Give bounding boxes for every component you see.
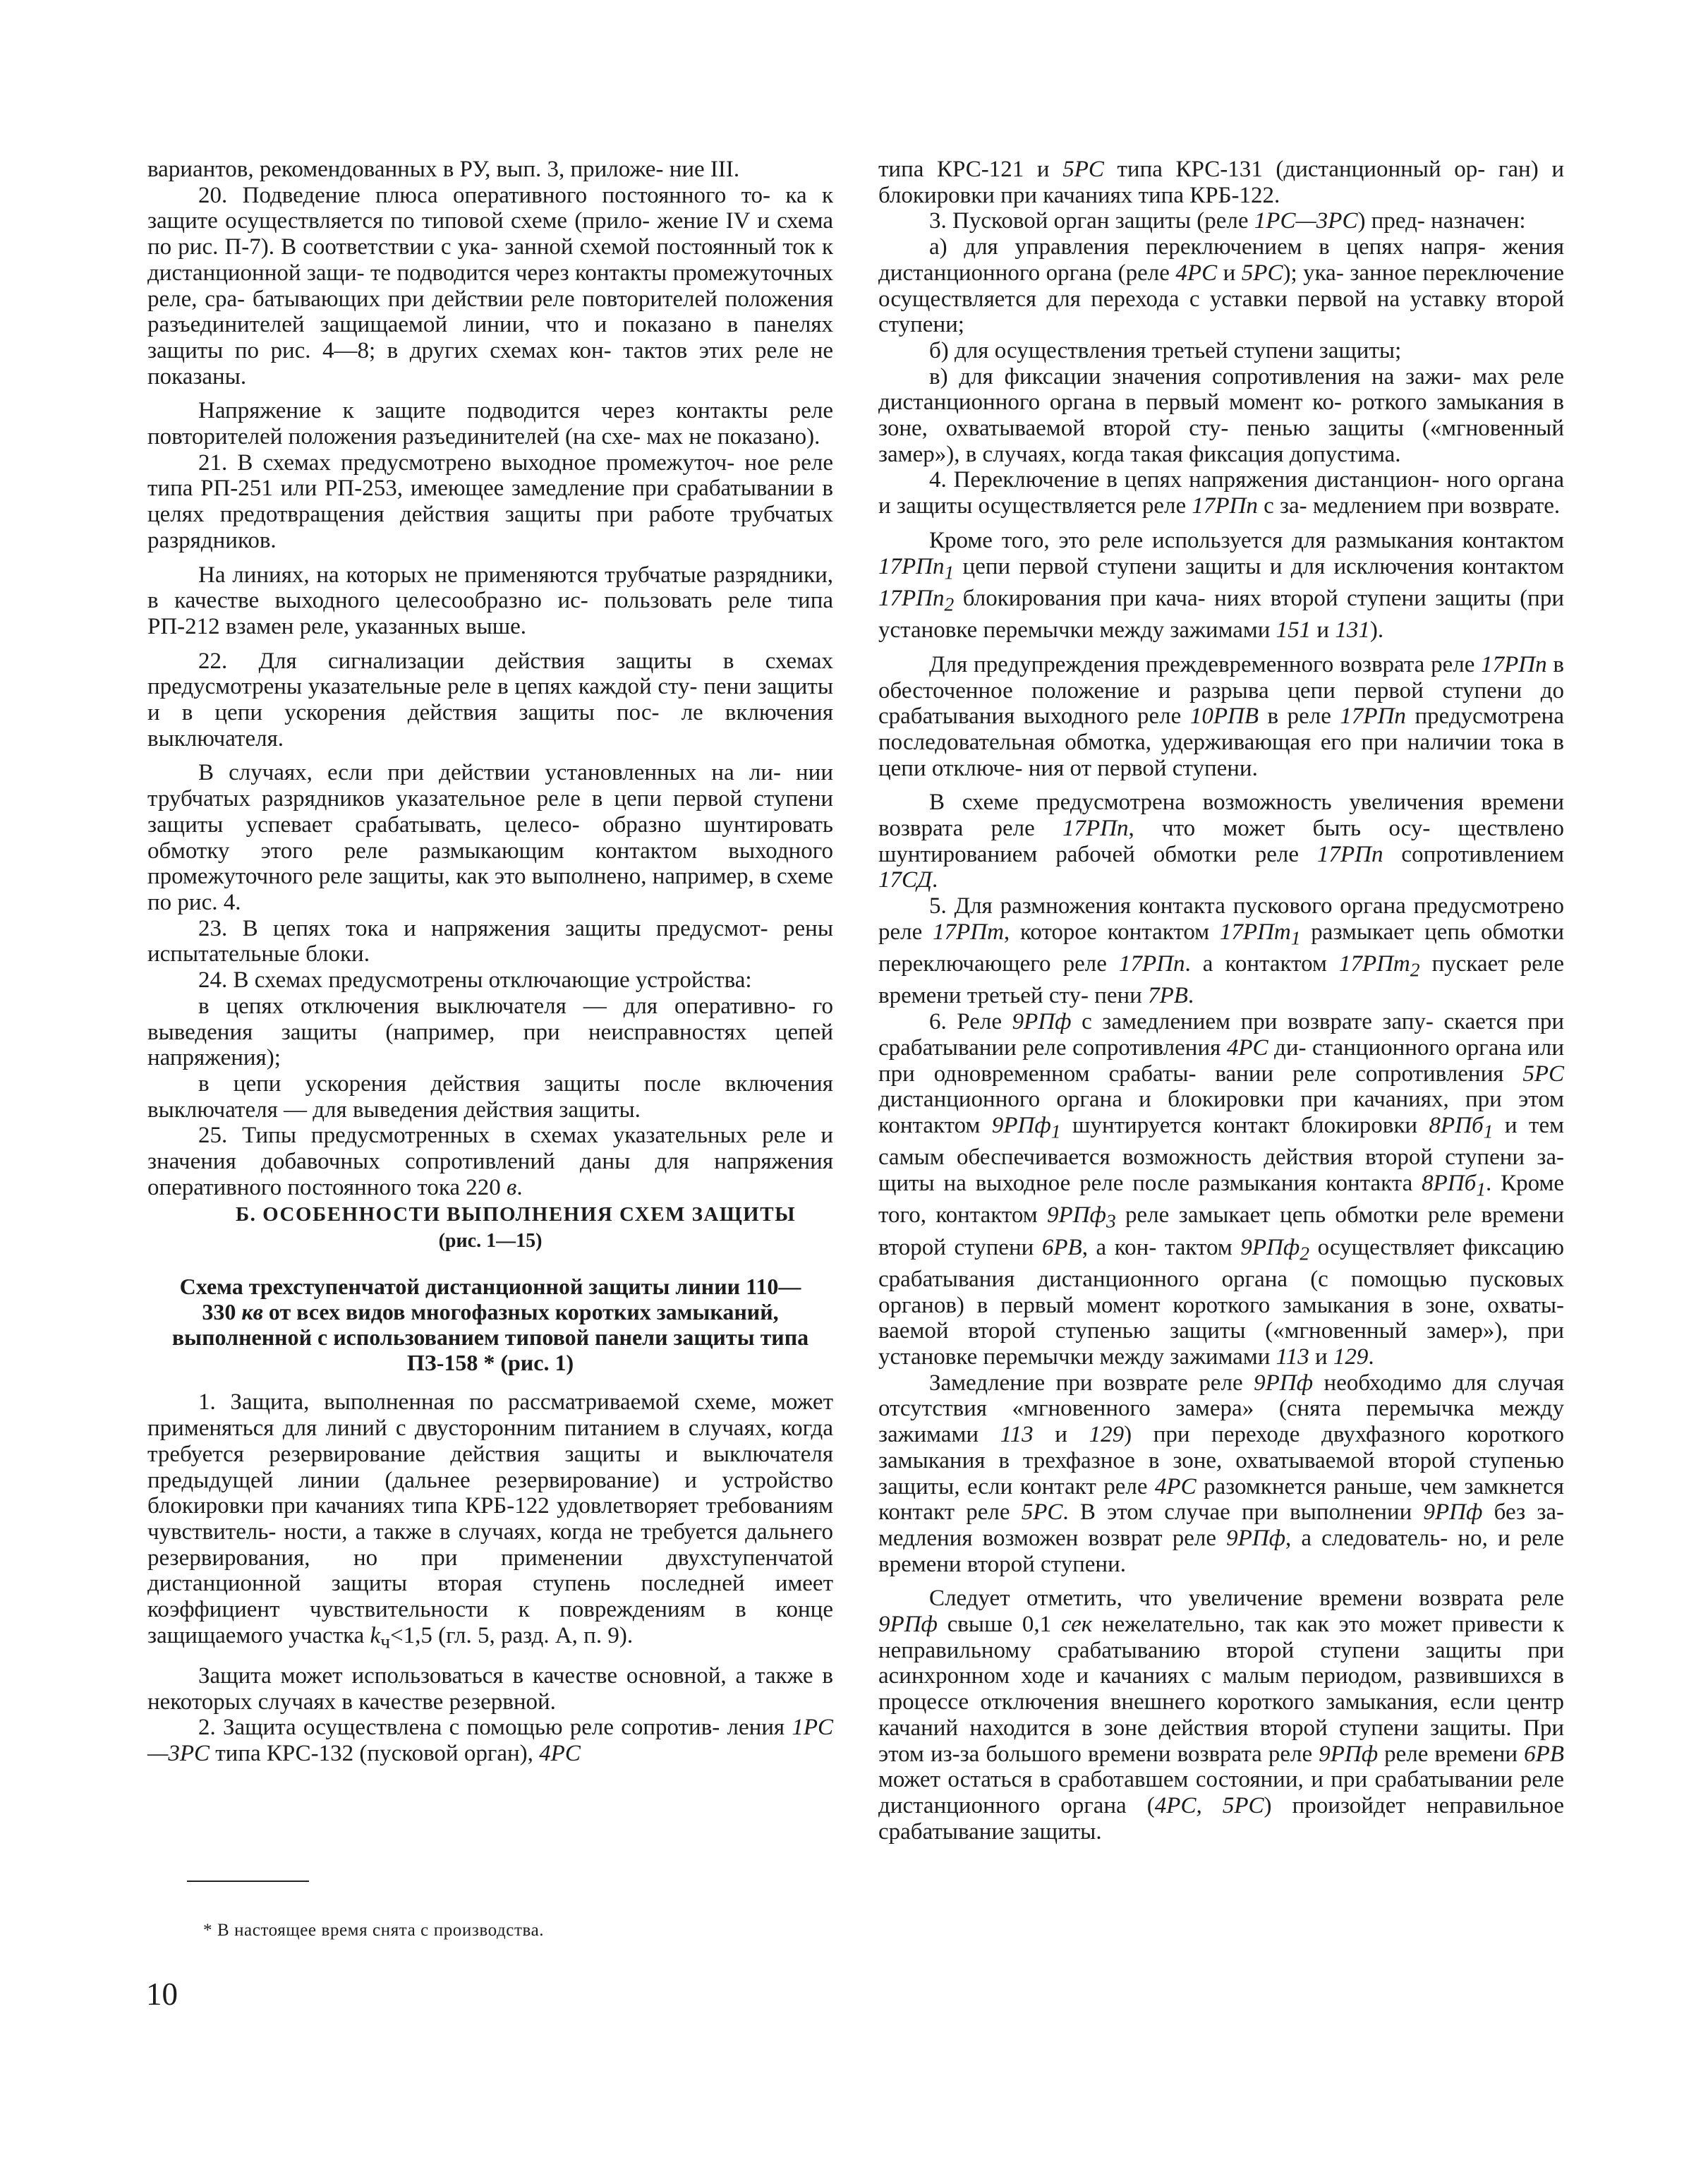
footnote-rule <box>187 1881 309 1882</box>
paragraph: б) для осуществления третьей ступени защиты; <box>929 337 1402 363</box>
paragraph-2: 2. Защита осуществлена с помощью реле сопротив- ления 1РС—3РС типа КРС-132 (пусковой орган), 4РС <box>147 1715 834 1767</box>
paragraph-6: 6. Реле 9РПф с замедлением при возврате запу- скается при срабатывании реле сопротивления 4РС ди- станционного органа или при одновременном срабаты- вании реле сопротивления 5РС дистанционного органа и блокировки при качаниях, при этом контактом 9РПф$_1$ шунтируется контакт блокировки 8РПб$_1$ и тем самым обеспечивается возможность действия второй ступени за- щиты на выходное реле после размыкания контакта 8РПб$_1$. Кроме того, контактом 9РПф$_3$ реле замыкает цепь обмотки реле времени второй ступени 6РВ, а кон- тактом 9РПф$_2$ осуществляет фиксацию срабатывания дистанционного органа (с помощью пусковых органов) в первый момент короткого замыкания в зоне, охваты- ваемой второй ступенью защиты («мгновенный замер»), при установке перемычки между зажимами 113 и 129. <box>878 1009 1565 1370</box>
paragraph: в) для фиксации значения сопротивления на зажи- мах реле дистанционного органа в первый момент ко- роткого замыкания в зоне, охватываемой второй сту- пенью защиты («мгновенный замер»), в случаях, когда такая фиксация допустима. <box>878 363 1564 467</box>
paragraph-20: 20. Подведение плюса оперативного постоянного то- ка к защите осуществляется по типовой схеме (прило- жение IV и схема по рис. П-7). В соответствии с ука- занной схемой постоянный ток к дистанционной защи- те подводится через контакты промежуточных реле, сра- батывающих при действии реле повторителей положения разъединителей защищаемой линии, что и показано в панелях защиты по рис. 4—8; в других схемах кон- тактов этих реле не показаны. <box>147 182 834 390</box>
paragraph-5: 5. Для размножения контакта пускового органа предусмотрено реле 17РПт, которое контактом 17РПт$_1$ размыкает цепь обмотки переключающего реле 17РПп. а контактом 17РПт$_2$ пускает реле времени третьей сту- пени 7РВ. <box>878 893 1564 1009</box>
paragraph-24: 24. В схемах предусмотрены отключающие устройства: <box>198 967 752 994</box>
section-heading: Б. ОСОБЕННОСТИ ВЫПОЛНЕНИЯ СХЕМ ЗАЩИТЫ <box>235 1203 797 1226</box>
paragraph: а) для управления переключением в цепях напря- жения дистанционного органа (реле 4РС и 5РС); ука- занное переключение осуществляется для перехода с уставки первой на уставку второй ступени; <box>878 234 1565 338</box>
paragraph: Кроме того, это реле используется для размыкания контактом 17РПп$_1$ цепи первой ступени защиты и для исключения контактом 17РПп$_2$ блокирования при кача- ниях второй ступени защиты (при установке перемычки между зажимами 151 и 131). <box>878 527 1565 644</box>
paragraph: Защита может использоваться в качестве основной, а также в некоторых случаях в качестве резервной. <box>147 1663 834 1715</box>
right-column <box>878 157 1564 1845</box>
paragraph: Следует отметить, что увеличение времени возврата реле 9РПф свыше 0,1 сек нежелательно, так как это может привести к неправильному срабатыванию второй ступени защиты при асинхронном ходе и качаниях с малым периодом, развившихся в процессе отключения внешнего короткого замыкания, если центр качаний находится в зоне действия второй ступени защиты. При этом из-за большого времени возврата реле 9РПф реле времени 6РВ может остаться в сработавшем состоянии, и при срабатывании реле дистанционного органа (4РС, 5РС) произойдет неправильное срабатывание защиты. <box>878 1586 1565 1845</box>
paragraph: В случаях, если при действии установленных на ли- нии трубчатых разрядников указательное реле в цепи первой ступени защиты успевает срабатывать, целесо- образно шунтировать обмотку этого реле размыкающим контактом выходного промежуточного реле защиты, как это выполнено, например, в схеме по рис. 4. <box>147 760 834 915</box>
paragraph-3: 3. Пусковой орган защиты (реле 1РС—3РС) пред- назначен: <box>929 208 1526 234</box>
page-number: 10 <box>146 1976 178 2012</box>
paragraph-25: 25. Типы предусмотренных в схемах указательных реле и значения добавочных сопротивлений даны для напряжения оперативного постоянного тока 220 в. <box>147 1123 834 1200</box>
paragraph: типа КРС-121 и 5РС типа КРС-131 (дистанционный ор- ган) и блокировки при качаниях типа КРБ-122. <box>878 157 1564 208</box>
paragraph-22: 22. Для сигнализации действия защиты в схемах предусмотрены указательные реле в цепях каждой сту- пени защиты и в цепи ускорения действия защиты пос- ле включения выключателя. <box>147 648 834 751</box>
paragraph: Для предупреждения преждевременного возврата реле 17РПп в обесточенное положение и разрыва цепи первой ступени до срабатывания выходного реле 10РПВ в реле 17РПп предусмотрена последовательная обмотка, удерживающая его при наличии тока в цепи отключе- ния от первой ступени. <box>878 651 1565 781</box>
paragraph: Напряжение к защите подводится через контакты реле повторителей положения разъединителей (на схе- мах не показано). <box>147 398 833 450</box>
paragraph: В схеме предусмотрена возможность увеличения времени возврата реле 17РПп, что может быть осу- ществлено шунтированием рабочей обмотки реле 17РПп сопротивлением 17СД. <box>878 790 1565 893</box>
footnote: * В настоящее время снята с производства. <box>203 1921 545 1940</box>
paragraph: вариантов, рекомендованных в РУ, вып. 3, приложе- ние III. <box>147 157 740 182</box>
paragraph: в цепи ускорения действия защиты после включения выключателя — для выведения действия защиты. <box>147 1070 833 1123</box>
paragraph: На линиях, на которых не применяются трубчатые разрядники, в качестве выходного целесообразно ис- пользовать реле типа РП-212 взамен реле, указанных выше. <box>147 562 834 639</box>
paragraph-21: 21. В схемах предусмотрено выходное промежуточ- ное реле типа РП-251 или РП-253, имеющее замедление при срабатывании в целях предотвращения действия защиты при работе трубчатых разрядников. <box>147 449 834 553</box>
paragraph-1: 1. Защита, выполненная по рассматриваемой схеме, может применяться для линий с двусторонним питанием в случаях, когда требуется резервирование действия защиты и выключателя предыдущей линии (дальнее резервирование) и устройство блокировки при качаниях типа КРБ-122 удовлетворяет требованиям чувствитель- ности, а также в случаях, когда не требуется дальнего резервирования, но при применении двухступенчатой дистанционной защиты вторая ступень последней имеет коэффициент чувствительности к повреждениям в конце защищаемого участка $k_ч<1,5$ (гл. 5, разд. А, п. 9). <box>147 1389 834 1653</box>
scheme-title: Схема трехступенчатой дистанционной защиты линии 110—330 кв от всех видов многофазных коротких замыканий, выполненной с использованием типовой панели защиты типа ПЗ-158 * (рис. 1) <box>171 1274 809 1376</box>
paragraph-4: 4. Переключение в цепях напряжения дистанцион- ного органа и защиты осуществляется реле 17РПп с за- медлением при возврате. <box>878 467 1564 519</box>
left-column <box>147 157 833 1767</box>
section-subheading: (рис. 1—15) <box>438 1230 543 1252</box>
paragraph-23: 23. В цепях тока и напряжения защиты предусмот- рены испытательные блоки. <box>147 915 833 967</box>
paragraph: в цепях отключения выключателя — для оперативно- го выведения защиты (например, при неисправностях цепей напряжения); <box>147 993 834 1071</box>
paragraph: Замедление при возврате реле 9РПф необходимо для случая отсутствия «мгновенного замера» (снята перемычка между зажимами 113 и 129) при переходе двухфазного короткого замыкания в трехфазное в зоне, охватываемой второй ступенью защиты, если контакт реле 4РС разомкнется раньше, чем замкнется контакт реле 5РС. В этом случае при выполнении 9РПф без за- медления возможен возврат реле 9РПф, а следователь- но, и реле времени второй ступени. <box>878 1370 1565 1577</box>
